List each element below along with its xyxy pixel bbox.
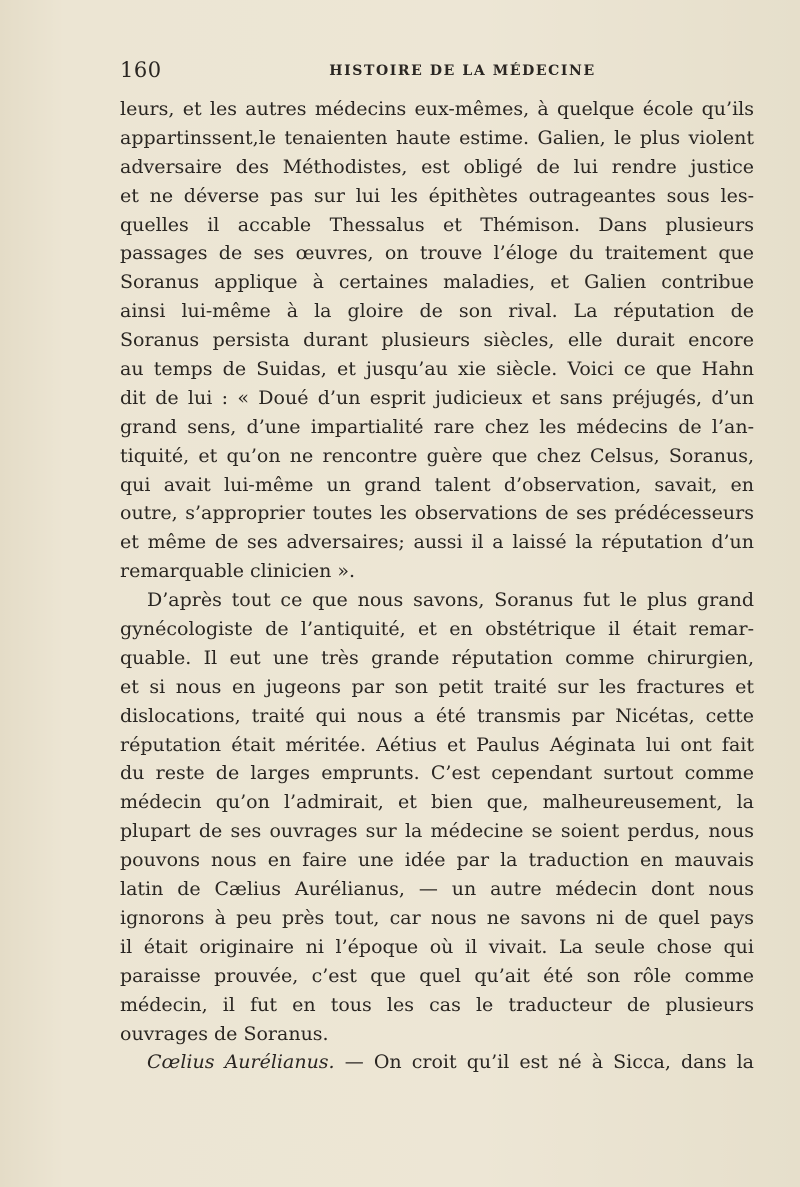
text-line: au temps de Suidas, et jusqu’au xie siècle. Voici ce que Hahn — [120, 358, 754, 381]
section-heading-italic: Cœlius Aurélianus. — [147, 1051, 335, 1074]
text-line: dislocations, traité qui nous a été transmis par Nicétas, cette — [120, 704, 754, 727]
text-line: Soranus persista durant plusieurs siècles, elle durait encore — [120, 329, 754, 352]
text-line: gynécologiste de l’antiquité, et en obstétrique il était remar- — [120, 618, 754, 641]
text-line: quable. Il eut une très grande réputation comme chirurgien, — [120, 646, 754, 669]
text-line: appartinssent,le tenaienten haute estime. Galien, le plus violent — [120, 126, 754, 149]
text-line: médecin, il fut en tous les cas le traducteur de plusieurs — [120, 993, 754, 1016]
running-title: HISTOIRE DE LA MÉDECINE — [329, 63, 596, 79]
text-line: médecin qu’on l’admirait, et bien que, malheureusement, la — [120, 791, 754, 814]
section-heading-rest: — On croit qu’il est né à Sicca, dans la — [334, 1051, 754, 1074]
text-line: dit de lui : « Doué d’un esprit judicieux et sans préjugés, d’un — [120, 386, 754, 409]
text-line: réputation était méritée. Aétius et Paulus Aéginata lui ont fait — [120, 733, 754, 756]
text-line: Soranus applique à certaines maladies, et Galien contribue — [120, 271, 754, 294]
text-line: pouvons nous en faire une idée par la traduction en mauvais — [120, 849, 754, 872]
text-line: qui avait lui-même un grand talent d’observation, savait, en — [120, 473, 754, 496]
text-line: tiquité, et qu’on ne rencontre guère que chez Celsus, Soranus, — [120, 444, 754, 467]
page-header — [120, 58, 755, 86]
text-line: paraisse prouvée, c’est que quel qu’ait été son rôle comme — [120, 964, 754, 987]
text-line: plupart de ses ouvrages sur la médecine se soient perdus, nous — [120, 820, 754, 843]
text-line: ouvrages de Soranus. — [120, 1022, 329, 1045]
text-line: grand sens, d’une impartialité rare chez les médecins de l’an- — [120, 415, 754, 438]
page-number: 160 — [120, 58, 162, 82]
text-line: passages de ses œuvres, on trouve l’éloge du traitement que — [120, 242, 754, 265]
text-line: leurs, et les autres médecins eux-mêmes, à quelque école qu’ils — [120, 98, 754, 120]
text-line: ainsi lui-même à la gloire de son rival. La réputation de — [120, 300, 754, 323]
text-line: D’après tout ce que nous savons, Soranus fut le plus grand — [147, 589, 754, 612]
text-line: ignorons à peu près tout, car nous ne savons ni de quel pays — [120, 906, 754, 929]
text-line: et même de ses adversaires; aussi il a laissé la réputation d’un — [120, 531, 754, 554]
text-line: remarquable clinicien ». — [120, 560, 356, 583]
text-line-section-start — [120, 1048, 754, 1077]
text-line: quelles il accable Thessalus et Thémison. Dans plusieurs — [120, 213, 754, 236]
text-line: et ne déverse pas sur lui les épithètes outrageantes sous les- — [120, 184, 754, 207]
text-line: il était originaire ni l’époque où il vivait. La seule chose qui — [120, 935, 754, 958]
text-line: du reste de larges emprunts. C’est cependant surtout comme — [120, 762, 754, 785]
text-line: et si nous en jugeons par son petit traité sur les fractures et — [120, 675, 754, 698]
text-line: latin de Cælius Aurélianus, — un autre médecin dont nous — [120, 878, 754, 901]
body-text — [120, 95, 754, 1077]
text-line: adversaire des Méthodistes, est obligé de lui rendre justice — [120, 155, 754, 178]
text-line: outre, s’approprier toutes les observations de ses prédécesseurs — [120, 502, 754, 525]
